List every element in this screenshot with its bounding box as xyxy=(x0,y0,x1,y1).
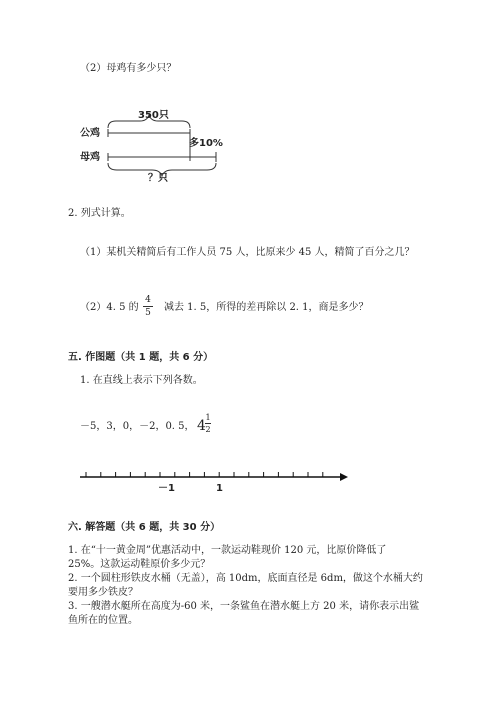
diagram-extra-label: 多10% xyxy=(189,138,223,149)
section-5-question-1: 1. 在直线上表示下列各数。 xyxy=(80,375,203,386)
axis-label-one: 1 xyxy=(216,483,223,494)
fraction-numerator: 4 xyxy=(145,295,151,305)
section-5-title: 五. 作图题（共 1 题，共 6 分） xyxy=(68,352,214,363)
question-mother-hen: （2）母鸡有多少只？ xyxy=(80,63,177,74)
calc-question-1: （1）某机关精简后有工作人员 75 人，比原来少 45 人，精简了百分之几？ xyxy=(80,247,415,258)
calc-question-2-suffix: 减去 1. 5，所得的差再除以 2. 1，商是多少？ xyxy=(164,302,369,313)
fraction-denominator: 5 xyxy=(145,308,151,318)
section-6-question-2-line-1: 2. 一个圆柱形铁皮水桶（无盖），高 10dm，底面直径是 6dm，做这个水桶大约 xyxy=(68,573,423,584)
calc-question-2-prefix: （2）4. 5 的 xyxy=(80,302,139,313)
diagram-unknown-label: ？只 xyxy=(148,173,168,184)
section-6-question-3-line-2: 鱼所在的位置。 xyxy=(68,615,138,626)
mixed-number-fraction xyxy=(205,413,211,434)
section-6-question-3-line-1: 3. 一艘潜水艇所在高度为-60 米，一条鲨鱼在潜水艇上方 20 米，请你表示出鲨 xyxy=(68,601,420,612)
arrow-right-icon xyxy=(340,473,348,481)
diagram-hen-label: 母鸡 xyxy=(80,152,100,163)
diagram-top-label: 350只 xyxy=(138,110,169,121)
section-6-question-2-line-2: 要用多少铁皮？ xyxy=(68,587,138,598)
fraction-four-fifths xyxy=(143,295,153,318)
mixed-number-whole: 4 xyxy=(197,418,206,434)
axis-label-minus-one: －1 xyxy=(158,483,175,494)
diagram-rooster-label: 公鸡 xyxy=(80,128,100,139)
numbers-list: －5，3，0，－2，0. 5， xyxy=(80,421,195,432)
section-2-title: 2. 列式计算。 xyxy=(68,208,131,219)
section-6-question-1-line-2: 25%。这款运动鞋原价多少元？ xyxy=(68,559,211,570)
mixed-numerator: 1 xyxy=(205,413,211,422)
mixed-denominator: 2 xyxy=(205,425,211,434)
section-6-question-1-line-1: 1. 在“十一黄金周”优惠活动中，一款运动鞋现价 120 元，比原价降低了 xyxy=(68,545,387,556)
section-6-title: 六. 解答题（共 6 题，共 30 分） xyxy=(68,522,221,533)
